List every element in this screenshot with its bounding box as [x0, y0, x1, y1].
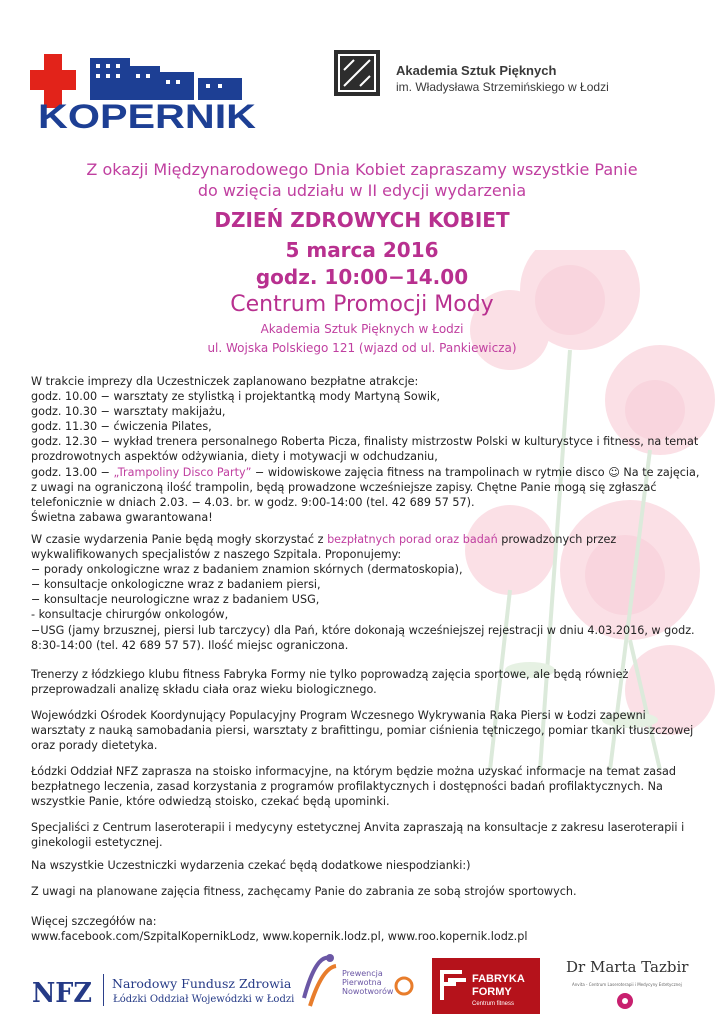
more-info: [31, 914, 527, 944]
consultations-intro: [31, 532, 701, 562]
ff-line-3: Centrum fitness: [472, 1001, 515, 1007]
consultations-intro-start: W czasie wydarzenia Panie będą mogły skorzystać z: [31, 533, 328, 546]
consultation-item: − porady onkologiczne wraz z badaniem znamion skórnych (dermatoskopia),: [31, 563, 463, 577]
event-title: DZIEŃ ZDROWYCH KOBIET: [214, 208, 510, 232]
intro-line-1: Z okazji Międzynarodowego Dnia Kobiet zapraszamy wszystkie Panie: [86, 160, 638, 179]
paragraph-surprises: Na wszystkie Uczestniczki wydarzenia czekać będą dodatkowe niespodzianki:): [31, 859, 471, 872]
paragraph-fitness: Trenerzy z łódzkiego klubu fitness Fabryka Formy nie tylko poprowadzą zajęcia sportowe, ale będą również przeprowadzali analizę składu ciała oraz wieku biologicznego.: [31, 668, 629, 697]
program-item-time: godz. 13.00 −: [31, 465, 114, 479]
nfz-logo: [30, 972, 96, 1008]
kopernik-logo-text: KOPERNIK: [38, 98, 257, 132]
paragraph-anvita: Specjaliści z Centrum laseroterapii i medycyny estetycznej Anvita zapraszają na konsultacje z zakresu laseroterapii i ginekologii estetycznej.: [31, 821, 685, 850]
fabryka-formy-logo: [432, 958, 540, 1014]
program-item-description: − widowiskowe zajęcia fitness na trampolinach w rytmie disco ☺ Na te zajęcia, z uwagi na ograniczoną ilość trampolin, będą prowadzone wcześniejsze zapisy. Chętne Panie mogą się zgłaszać telefonicznie w dniach 2.03. − 4.03. br. w godz. 9:00-14:00 (tel. 42 689 57 57).: [31, 465, 700, 509]
asp-name: Akademia Sztuk Pięknych: [396, 63, 557, 78]
program-item: godz. 12.30 − wykład trenera personalnego Roberta Picza, finalisty mistrzostw Polski w kulturystyce i fitness, na temat prozdrowotnych aspektów odżywiania, diety i motywacji w odchudzaniu,: [31, 435, 699, 464]
nfz-logo-text: NFZ: [32, 978, 92, 1008]
event-venue: Centrum Promocji Mody: [230, 292, 494, 317]
prew-line-3: Nowotworów: [342, 987, 394, 996]
consultation-item: − konsultacje neurologiczne wraz z badaniem USG,: [31, 593, 320, 607]
asp-logo: [334, 50, 380, 96]
program-intro: W trakcie imprezy dla Uczestniczek zaplanowano bezpłatne atrakcje:: [31, 375, 419, 388]
program-closing: Świetna zabawa gwarantowana!: [31, 510, 213, 524]
consultations-intro-end: prowadzonych przez wykwalifikowanych specjalistów z naszego Szpitala. Proponujemy:: [31, 533, 617, 562]
program-item: godz. 10.00 − warsztaty ze stylistką i projektantką mody Martyną Sowik,: [31, 390, 441, 404]
consultations-section: [31, 532, 701, 653]
program-item: godz. 11.30 − ćwiczenia Pilates,: [31, 420, 212, 434]
ff-line-2: FORMY: [472, 986, 512, 998]
program-section: [31, 374, 701, 525]
prew-line-2: Pierwotna: [342, 978, 382, 987]
prewencja-logo: [300, 950, 420, 1014]
consultation-item: - konsultacje chirurgów onkologów,: [31, 608, 229, 622]
ff-line-1: FABRYKA: [472, 973, 525, 985]
nfz-divider: [103, 974, 104, 1006]
intro-text: [0, 159, 724, 201]
program-item-trampoline: [31, 465, 701, 510]
asp-subtitle: im. Władysława Strzemińskiego w Łodzi: [396, 80, 609, 94]
intro-line-2: do wzięcia udziału w II edycji wydarzenia: [197, 181, 527, 200]
address-line-1: Akademia Sztuk Pięknych w Łodzi: [260, 322, 464, 336]
program-item: godz. 10.30 − warsztaty makijażu,: [31, 405, 226, 419]
event-date: 5 marca 2016: [285, 238, 439, 262]
address-line-2: ul. Wojska Polskiego 121 (wjazd od ul. Pankiewicza): [207, 341, 517, 355]
free-consultations-highlight: bezpłatnych porad oraz badań: [327, 533, 498, 546]
event-time: godz. 10:00−14.00: [255, 265, 469, 289]
tazbir-emblem-icon: [616, 992, 634, 1010]
tazbir-subtitle: Anvita - Centrum Laseroterapii i Medycyny Estetycznej: [572, 982, 682, 987]
consultation-item: − konsultacje onkologiczne wraz z badaniem piersi,: [31, 578, 321, 592]
kopernik-logo: [30, 52, 260, 132]
trampoline-party-highlight: „Trampoliny Disco Party”: [113, 465, 252, 479]
consultation-item: −USG (jamy brzusznej, piersi lub tarczycy) dla Pań, które dokonają wcześniejszej rejestracji w dniu 4.03.2016, w godz. 8:30-14:00 (tel. 42 689 57 57). Ilość miejsc ograniczona.: [31, 623, 695, 652]
nfz-name: Narodowy Fundusz Zdrowia: [112, 976, 292, 991]
paragraph-sportswear: Z uwagi na planowane zajęcia fitness, zachęcamy Panie do zabrania ze sobą strojów sportowych.: [31, 885, 577, 898]
more-info-label: Więcej szczegółów na:: [31, 915, 157, 928]
more-info-links[interactable]: www.facebook.com/SzpitalKopernikLodz, www.kopernik.lodz.pl, www.roo.kopernik.lodz.pl: [31, 930, 528, 944]
tazbir-name: Dr Marta Tazbir: [566, 958, 689, 976]
paragraph-screening: Wojewódzki Ośrodek Koordynujący Populacyjny Program Wczesnego Wykrywania Raka Piersi w Łodzi zapewni warsztaty z nauką samobadania piersi, warsztaty z brafittingu, pomiar ciśnienia tętniczego, pomiar tkanki tłuszczowej oraz porady dietetyka.: [31, 709, 694, 753]
prew-line-1: Prewencja: [342, 969, 383, 978]
nfz-subtitle: Łódzki Oddział Wojewódzki w Łodzi: [113, 994, 295, 1005]
paragraph-nfz: Łódzki Oddział NFZ zaprasza na stoisko informacyjne, na którym będzie można uzyskać informacje na temat zasad bezpłatnego leczenia, zasad korzystania z programów profilaktycznych i dostępności badań profilaktycznych. Na wszystkie Panie, które odwiedzą stoisko, czekać będą upominki.: [31, 765, 676, 809]
